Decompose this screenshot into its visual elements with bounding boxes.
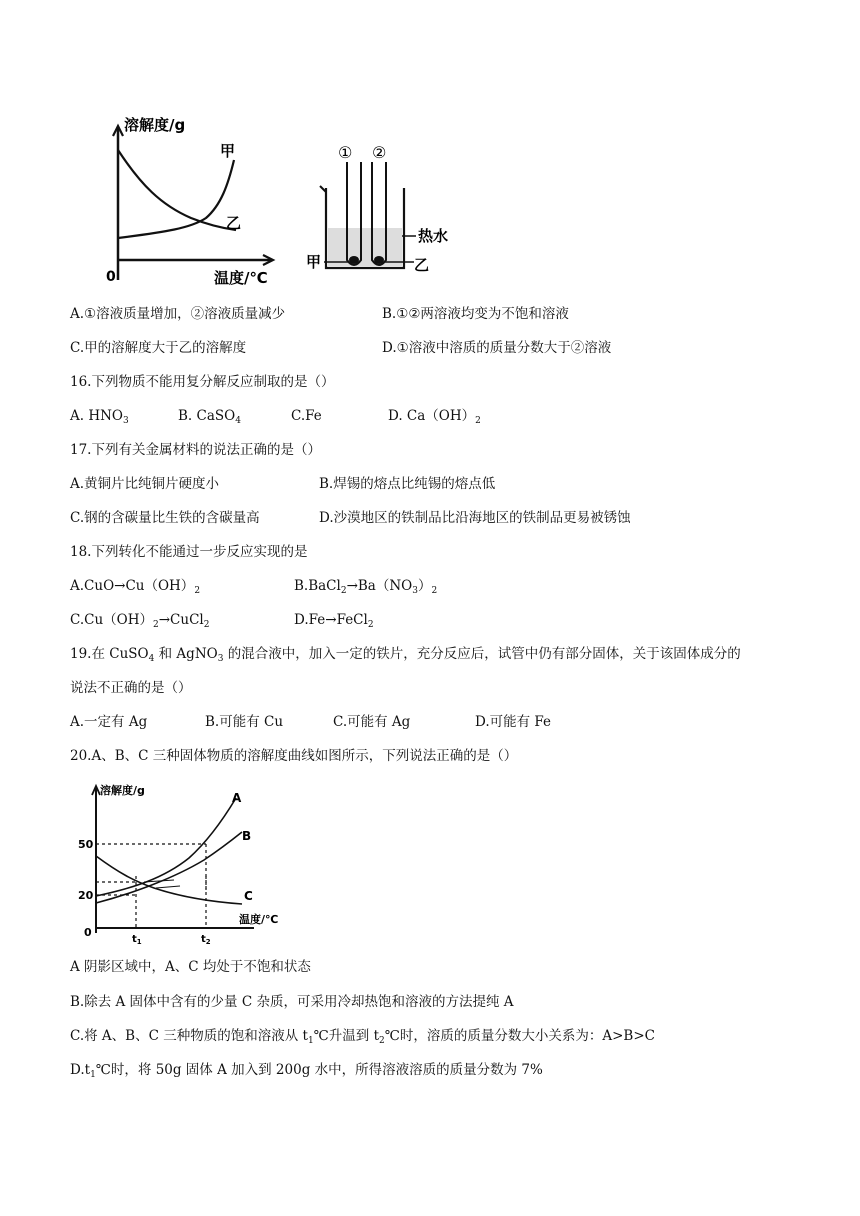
q15-option-d: D.①溶液中溶质的质量分数大于②溶液 — [382, 340, 612, 356]
jia-label: 甲 — [306, 253, 322, 271]
q16-option-b: B. CaSO$_4$ — [178, 408, 241, 426]
q19-stem-line2: 说法不正确的是（） — [70, 680, 192, 696]
q20-option-d: $D.t_1℃$时，将 50g 固体 A 加入到 200g 水中，所得溶液溶质的质量分数为 7% — [70, 1062, 543, 1080]
solubility-figure-q20 — [74, 778, 284, 948]
q19-stem-line1: 19.在 CuSO$_4$ 和 AgNO$_3$ 的混合液中，加入一定的铁片，充分反应后，试管中仍有部分固体，关于该固体成分的 — [70, 646, 741, 664]
yi-label: 乙 — [414, 256, 430, 274]
curve-jia-label: 甲 — [220, 142, 236, 160]
q20-option-b: B.除去 A 固体中含有的少量 C 杂质，可采用冷却热饱和溶液的方法提纯 A — [70, 994, 514, 1010]
x-axis-label: 温度/℃ — [239, 913, 279, 926]
q16-option-a: A. $HNO_3$ — [70, 408, 129, 426]
q18-option-a: $A.CuO\to Cu(OH)_2$ — [70, 578, 201, 596]
curve-C-label: C — [244, 889, 253, 903]
q16-stem: 16.下列物质不能用复分解反应制取的是（） — [70, 374, 335, 390]
q19-option-c: C.可能有 Ag — [333, 714, 411, 730]
origin-label: 0 — [106, 269, 116, 285]
y-axis-label: 溶解度/g — [100, 784, 145, 797]
t2-label: $t_2$ — [201, 934, 211, 946]
q17-option-d: D.沙漠地区的铁制品比沿海地区的铁制品更易被锈蚀 — [319, 510, 631, 526]
x-axis-label: 温度/℃ — [214, 269, 268, 287]
curve-A-label: A — [232, 791, 242, 805]
q19-option-b: B.可能有 Cu — [205, 714, 284, 730]
q18-option-b: $B.BaCl_2\to Ba(NO_3)_2$ — [294, 578, 438, 596]
y-axis-label: 溶解度/g — [124, 116, 186, 134]
origin-label: 0 — [84, 926, 92, 939]
q15-option-b: B.①②两溶液均变为不饱和溶液 — [382, 306, 569, 322]
q16-option-c: C.Fe — [291, 408, 322, 424]
q17-option-b: B.焊锡的熔点比纯锡的熔点低 — [319, 476, 496, 492]
tube-2-label: ② — [372, 143, 387, 162]
solubility-figure-q15 — [96, 100, 456, 295]
t1-label: $t_1$ — [132, 934, 142, 946]
q15-option-c: C.甲的溶解度大于乙的溶解度 — [70, 340, 247, 356]
q15-option-a: A.①溶液质量增加，②溶液质量减少 — [70, 306, 286, 322]
q18-option-d: D.Fe→FeCl$_2$ — [294, 612, 374, 630]
curve-yi-label: 乙 — [226, 214, 242, 232]
tick-50: 50 — [78, 838, 94, 851]
q19-option-a: A.一定有 Ag — [70, 714, 148, 730]
beaker-diagram — [306, 143, 448, 274]
q18-stem: 18.下列转化不能通过一步反应实现的是 — [70, 544, 308, 560]
q18-option-c: $C.Cu(OH)_2\to CuCl_2$ — [70, 612, 210, 630]
q17-option-a: A.黄铜片比纯铜片硬度小 — [70, 476, 220, 492]
q16-option-d: D. $Ca(OH)_2$ — [388, 408, 481, 426]
curve-yi — [118, 150, 236, 230]
q19-option-d: D.可能有 Fe — [475, 714, 552, 730]
q20-option-a: A 阴影区域中，A、C 均处于不饱和状态 — [70, 959, 311, 975]
q20-stem: 20.A、B、C 三种固体物质的溶解度曲线如图所示，下列说法正确的是（） — [70, 748, 518, 764]
curve-B-label: B — [242, 829, 252, 843]
q17-option-c: C.钢的含碳量比生铁的含碳量高 — [70, 510, 260, 526]
q17-stem: 17.下列有关金属材料的说法正确的是（） — [70, 442, 321, 458]
curve-A — [96, 798, 236, 896]
tick-20: 20 — [78, 889, 94, 902]
tube-1-label: ① — [338, 143, 353, 162]
solubility-graph-jia-yi — [106, 116, 273, 287]
q20-option-c: C.将 A、B、C 三种物质的饱和溶液从 $t_1℃$升温到 $t_2℃$时，溶质的质量分数大小关系为：A>B>C — [70, 1028, 655, 1046]
hot-water-label: 热水 — [418, 227, 449, 245]
